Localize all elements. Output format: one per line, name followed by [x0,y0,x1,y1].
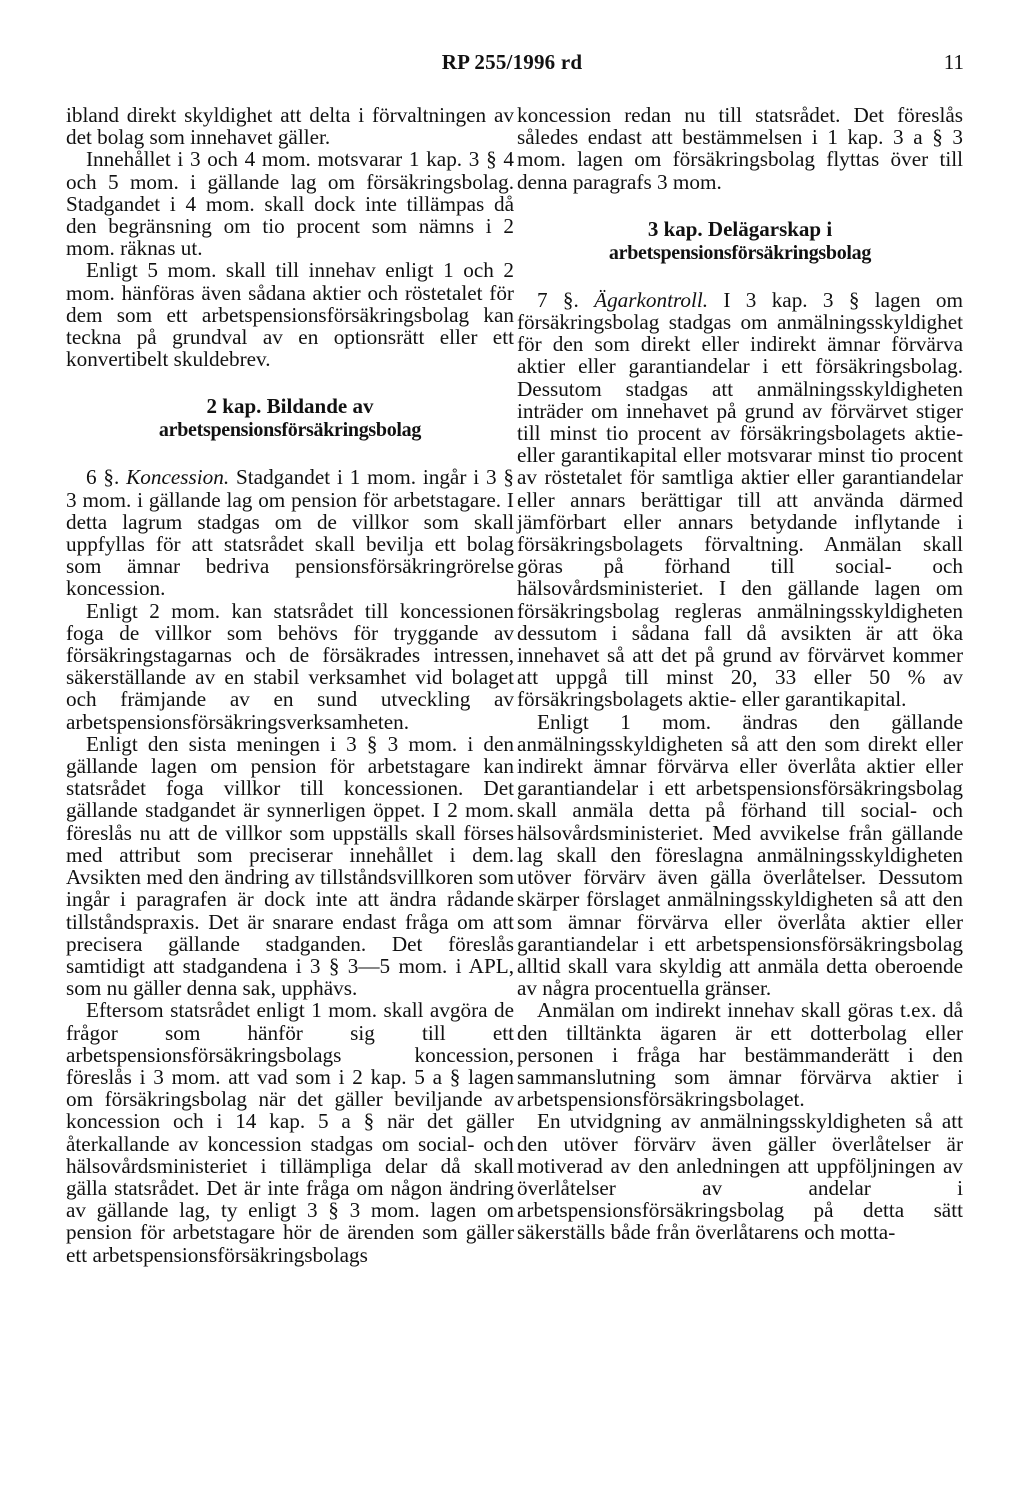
left-column [66,104,514,1266]
section-title: Koncession. [126,465,230,490]
chapter-heading [66,394,514,442]
section-number: 7 §. [537,287,595,312]
paragraph: Enligt 5 mom. skall till innehav enligt 1 och 2 mom. hänföras även sådana aktier och röstetalet för dem som ett arbetspensionsförsäkringsbolag kan teckna på grundval av en optionsrätt eller ett konvertibelt skuldebrev. [66,258,514,372]
paragraph: koncession redan nu till statsrådet. Det föreslås således endast att bestämmelsen i 1 kap. 3 a § 3 mom. lagen om försäkringsbolag flyttas över till denna paragrafs 3 mom. [517,103,963,194]
paragraph: Enligt den sista meningen i 3 § 3 mom. i den gällande lagen om pension för arbetstagare kan statsrådet foga villkor till koncessionen. Det gällande stadgandet är synnerligen öppet. I 2 mom. föreslås nu att de villkor som uppställs skall förses med attribut som preciserar innehållet i dem. Avsikten med den ändring av tillståndsvillkoren som ingår i paragrafen är dock inte att ändra rådande tillståndspraxis. Det är snarare endast fråga om att precisera gällande stadganden. Det föreslås samtidigt att stadgandena i 3 § 3—5 mom. i APL, som nu gäller denna sak, upphävs. [66,731,514,1001]
chapter-heading [517,217,963,265]
page-number: 11 [943,50,964,74]
paragraph-text: Stadgandet i 1 mom. ingår i 3 § 3 mom. i gällande lag om pension för arbetstagare. I detta lagrum stadgas om de villkor som skall uppfyllas för att statsrådet skall bevilja ett bolag som ämnar bedriva pensionsförsäkringrörelse koncession. [66,465,514,601]
section-title: Ägarkontroll. [594,287,709,312]
paragraph: En utvidgning av anmälningsskyldigheten så att den utöver förvärv även gäller överlåtelser är motiverad av den anledningen att uppföljningen av överlåtelser av andelar i arbetspensionsförsäkringsbolag på detta sätt säkerställs både från överlåtarens och motta- [517,1109,963,1245]
section-paragraph [517,289,963,711]
paragraph: ibland direkt skyldighet att delta i förvaltningen av det bolag som innehavet gäller. [66,103,514,150]
chapter-heading-line: 3 kap. Delägarskap i [647,216,833,241]
paragraph: Eftersom statsrådet enligt 1 mom. skall avgöra de frågor som hänför sig till ett arbetspensionsförsäkringsbolags koncession, föreslås i 3 mom. att vad som i 2 kap. 5 a § lagen om försäkringsbolag när det gäller beviljande av koncession och i 14 kap. 5 a § när det gäller återkallande av koncession stadgas om social- och hälsovårdsministeriet i tillämpliga delar då skall gälla statsrådet. Det är inte fråga om någon ändring av gällande lag, ty enligt 3 § 3 mom. lagen om pension för arbetstagare hör de ärenden som gäller ett arbetspensionsförsäkringsbolags [66,998,514,1267]
chapter-heading-line: arbetspensionsförsäkringsbolag [158,419,422,442]
section-number: 6 §. [86,465,127,490]
paragraph: Innehållet i 3 och 4 mom. motsvarar 1 kap. 3 § 4 och 5 mom. i gällande lag om försäkringsbolag. Stadgandet i 4 mom. skall dock inte tillämpas då den begränsning om tio procent som nämns i 2 mom. räknas ut. [66,147,514,261]
paragraph-text: I 3 kap. 3 § lagen om försäkringsbolag stadgas om anmälningsskyldighet för den som direkt eller indirekt ämnar förvärva aktier eller garantiandelar i ett försäkringsbolag. Dessutom stadgas att anmälningsskyldigheten inträder om innehavet på grund av förvärvet stiger till minst tio procent av försäkringsbolagets aktie- eller garantikapital eller motsvarar minst tio procent av röstetalet för samtliga aktier eller garantiandelar eller annars berättigar till att använda därmed jämförbart eller annars betydande inflytande i försäkringsbolagets förvaltning. Anmälan skall göras på förhand till social- och hälsovårdsministeriet. I den gällande lagen om försäkringsbolag regleras anmälningsskyldigheten dessutom i sådana fall då avsikten är att öka innehavet så att det på grund av förvärvet kommer att uppgå till minst 20, 33 eller 50 % av försäkringsbolagets aktie- eller garantikapital. [517,287,964,712]
paragraph: Enligt 1 mom. ändras den gällande anmälningsskyldigheten så att den som direkt eller indirekt ämnar förvärva eller överlåta aktier eller garantiandelar i ett arbetspensionsförsäkringsbolag skall anmäla detta på förhand till social- och hälsovårdsministeriet. Med avvikelse från gällande lag skall den föreslagna anmälningsskyldigheten utöver förvärv även gälla överlåtelser. Dessutom skärper förslaget anmälningsskyldigheten så att den som ämnar förvärva eller överlåta aktier eller garantiandelar i ett arbetspensionsförsäkringsbolag alltid skall vara skyldig att anmäla detta oberoende av några procentuella gränser. [517,709,963,1001]
document-header-title: RP 255/1996 rd [441,50,583,74]
paragraph: Anmälan om indirekt innehav skall göras t.ex. då den tilltänkta ägaren är ett dotterbolag eller personen i fråga har bestämmanderätt i den sammanslutning som ämnar förvärva aktier i arbetspensionsförsäkringsbolaget. [517,998,963,1112]
chapter-heading-line: 2 kap. Bildande av [206,394,374,419]
chapter-heading-line: arbetspensionsförsäkringsbolag [608,241,872,264]
paragraph: Enligt 2 mom. kan statsrådet till koncessionen foga de villkor som behövs för tryggande av försäkringstagarnas och de försäkrades intressen, säkerställande av en stabil verksamhet vid bolaget och främjande av en sund utveckling av arbetspensionsförsäkringsverksamheten. [66,598,514,734]
section-paragraph [66,466,514,599]
right-column [517,104,963,1244]
